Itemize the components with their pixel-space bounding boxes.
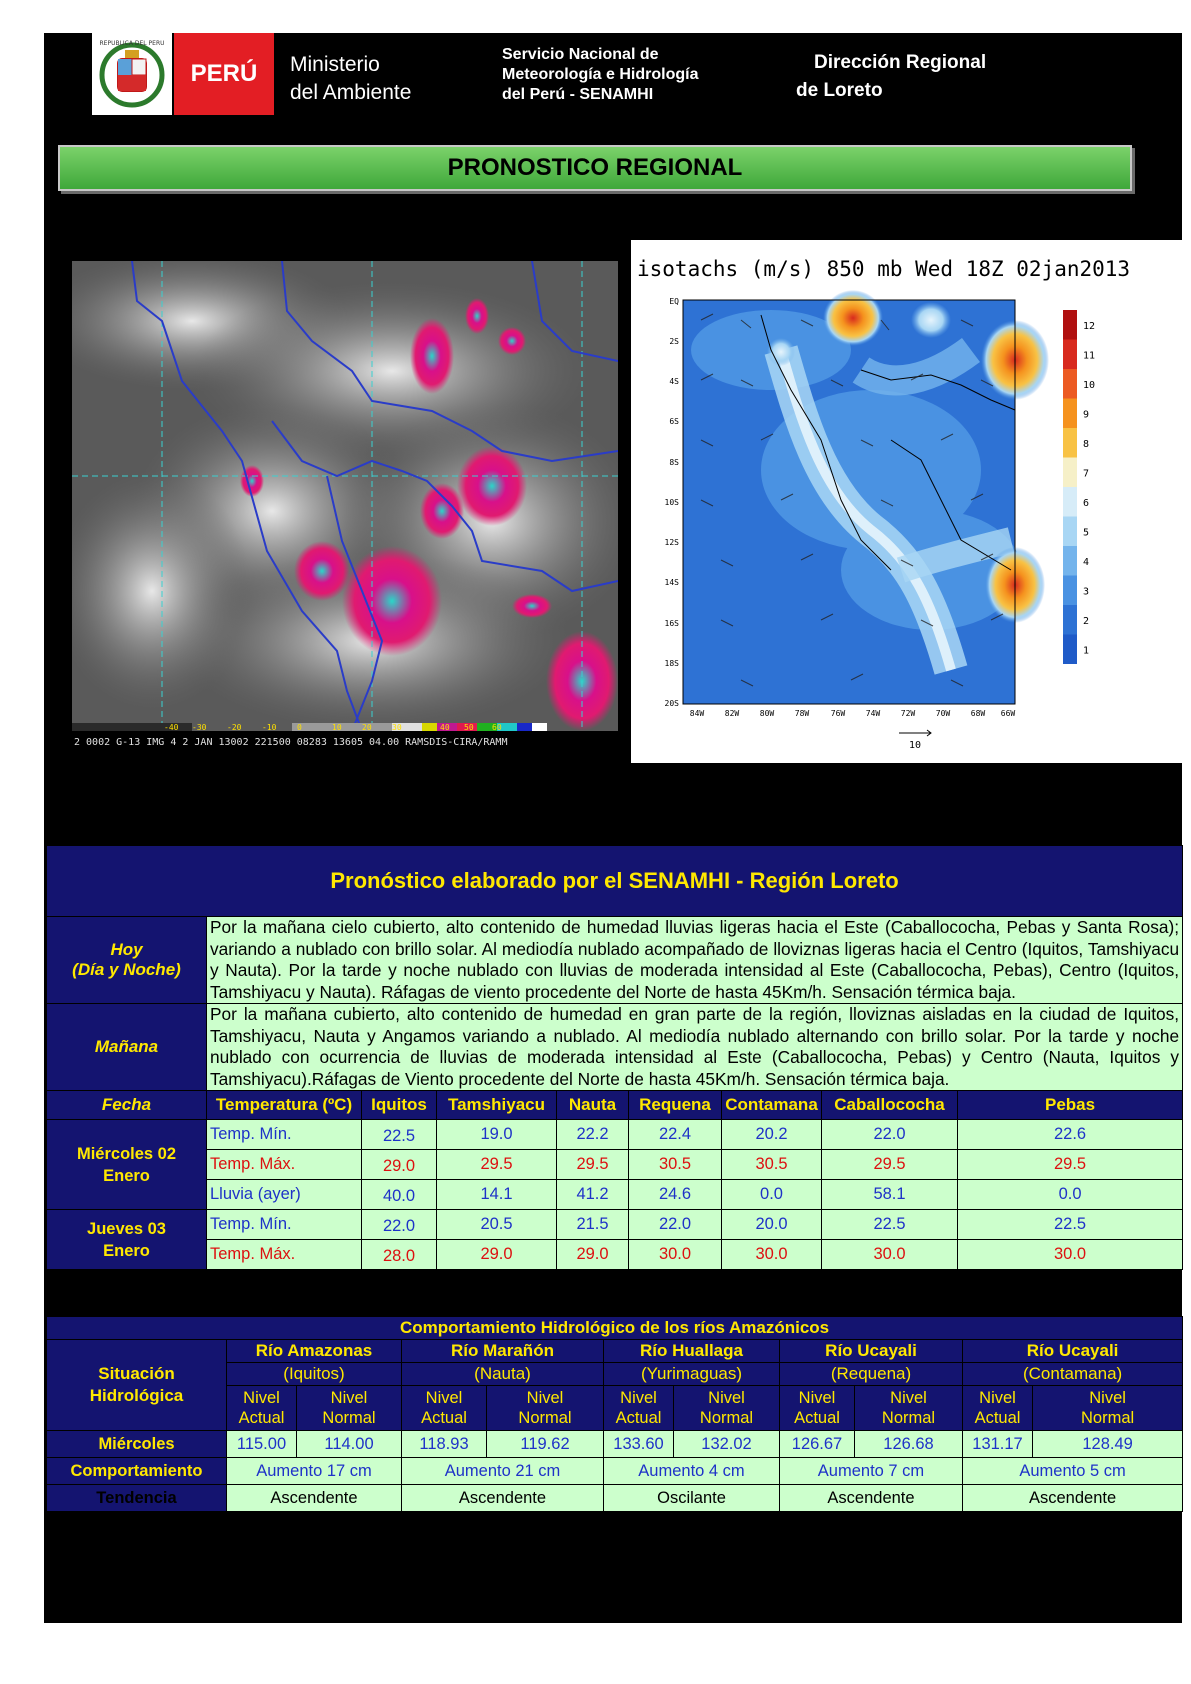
temp-value: 29.5	[437, 1150, 557, 1180]
nivel-actual-header: Nivel Actual	[604, 1386, 674, 1431]
nivel-actual-value: 126.67	[780, 1431, 855, 1458]
nivel-normal-value: 114.00	[297, 1431, 402, 1458]
lat-label: EQ	[669, 297, 679, 306]
peru-badge: PERÚ	[174, 33, 274, 115]
hydro-title: Comportamiento Hidrológico de los ríos Amazónicos	[47, 1317, 1183, 1340]
comportamiento-value: Aumento 21 cm	[402, 1458, 604, 1485]
situacion-label: Situación Hidrológica	[47, 1340, 227, 1431]
comportamiento-value: Aumento 5 cm	[963, 1458, 1183, 1485]
hoy-text: Por la mañana cielo cubierto, alto contenido de humedad lluvias ligeras hacia el Este (Caballococha, Pebas y Santa Rosa); variando a nublado con brillo solar. Al mediodía nublado acompañado de lloviznas ligeras hacia el Centro (Iquitos, Tamshiyacu y Nauta). Por la tarde y noche nublado con lluvias de moderada intensidad al Este (Caballococha, Pebas), Centro (Iquitos, Tamshiyacu y Nauta). Ráfagas de viento procedente del Norte de hasta 45Km/h. Sensación térmica baja.	[207, 917, 1183, 1004]
river-place: (Requena)	[780, 1363, 963, 1386]
tendencia-label: Tendencia	[47, 1485, 227, 1512]
nivel-actual-header: Nivel Actual	[227, 1386, 297, 1431]
sat-scale-label: 0	[297, 723, 302, 732]
river-place: (Iquitos)	[227, 1363, 402, 1386]
nivel-normal-header: Nivel Normal	[674, 1386, 780, 1431]
legend-label: 4	[1083, 556, 1090, 568]
temp-value: 30.0	[722, 1240, 822, 1270]
lat-label: 2S	[669, 337, 679, 346]
comportamiento-value: Aumento 7 cm	[780, 1458, 963, 1485]
river-name: Río Ucayali	[963, 1340, 1183, 1363]
lon-label: 76W	[830, 709, 846, 718]
temp-value: 19.0	[437, 1120, 557, 1150]
temp-value: 30.5	[629, 1150, 722, 1180]
temp-value: 29.0	[437, 1240, 557, 1270]
temp-header: Temperatura (ºC)	[207, 1091, 362, 1120]
legend-label: 9	[1083, 409, 1090, 421]
temp-value: 28.0	[362, 1240, 437, 1270]
legend-label: 1	[1083, 645, 1090, 657]
nivel-actual-header: Nivel Actual	[963, 1386, 1033, 1431]
manana-text: Por la mañana cubierto, alto contenido de humedad en gran parte de la región, lloviznas aisladas en la ciudad de Iquitos, Tamshiyacu, Nauta y Angamos variando a nublado. Al mediodía nublado alternando con brillo solar. Por la tarde y noche nublado con ocurrencia de lluvias de moderada intensidad al Este (Caballococha, Pebas) y Centro (Nauta, Iquitos y Tamshiyacu).Ráfagas de Viento procedente del Norte de hasta 45Km/h. Sensación térmica baja.	[207, 1004, 1183, 1091]
legend-swatch	[1063, 399, 1077, 429]
nivel-normal-value: 128.49	[1033, 1431, 1183, 1458]
manana-label: Mañana	[47, 1004, 207, 1091]
legend-swatch	[1063, 340, 1077, 370]
legend-label: 11	[1083, 350, 1096, 362]
nivel-actual-header: Nivel Actual	[780, 1386, 855, 1431]
hoy-label: Hoy (Día y Noche)	[47, 917, 207, 1004]
forecast-title: Pronóstico elaborado por el SENAMHI - Región Loreto	[47, 846, 1183, 917]
nivel-normal-header: Nivel Normal	[1033, 1386, 1183, 1431]
sat-caption: 2 0002 G-13 IMG 4 2 JAN 13002 221500 08283 13605 04.00 RAMSDIS-CIRA/RAMM	[74, 737, 508, 748]
ministerio-label: Ministerio del Ambiente	[290, 53, 412, 104]
comportamiento-value: Aumento 17 cm	[227, 1458, 402, 1485]
temp-value: 40.0	[362, 1180, 437, 1210]
tendencia-value: Ascendente	[963, 1485, 1183, 1512]
legend-label: 7	[1083, 468, 1090, 480]
legend-swatch	[1063, 369, 1077, 399]
hydrology-table	[46, 1316, 1183, 1512]
temp-value: 20.2	[722, 1120, 822, 1150]
sat-scale-label: 60	[492, 723, 502, 732]
temp-value: 22.4	[629, 1120, 722, 1150]
temp-value: 22.0	[629, 1210, 722, 1240]
temp-value: 0.0	[722, 1180, 822, 1210]
legend-label: 5	[1083, 527, 1090, 539]
city-header: Pebas	[958, 1091, 1183, 1120]
legend-swatch	[1063, 487, 1077, 517]
nivel-normal-header: Nivel Normal	[855, 1386, 963, 1431]
senamhi-label: Servicio Nacional de Meteorología e Hidrología del Perú - SENAMHI	[502, 46, 699, 103]
sat-scale-label: -20	[227, 723, 242, 732]
river-place: (Yurimaguas)	[604, 1363, 780, 1386]
nivel-normal-value: 126.68	[855, 1431, 963, 1458]
legend-label: 3	[1083, 586, 1090, 598]
nivel-actual-value: 133.60	[604, 1431, 674, 1458]
page	[44, 33, 1182, 1623]
coat-of-arms-logo	[92, 33, 172, 115]
temp-value: 14.1	[437, 1180, 557, 1210]
sat-scale-label: 30	[392, 723, 402, 732]
sat-scale-label: 20	[362, 723, 372, 732]
temp-value: 29.0	[362, 1150, 437, 1180]
river-name: Río Huallaga	[604, 1340, 780, 1363]
lat-label: 14S	[664, 578, 679, 587]
sat-scale-label: -40	[164, 723, 179, 732]
lon-label: 84W	[689, 709, 705, 718]
temp-value: 30.0	[958, 1240, 1183, 1270]
satellite-image	[72, 261, 618, 749]
temp-value: 24.6	[629, 1180, 722, 1210]
river-place: (Nauta)	[402, 1363, 604, 1386]
svg-text:REPUBLICA DEL PERU: REPUBLICA DEL PERU	[99, 40, 165, 47]
isotach-map	[631, 240, 1182, 763]
city-header: Requena	[629, 1091, 722, 1120]
city-header: Contamana	[722, 1091, 822, 1120]
temp-value: 30.0	[629, 1240, 722, 1270]
nivel-normal-header: Nivel Normal	[297, 1386, 402, 1431]
temp-value: 20.0	[722, 1210, 822, 1240]
sat-scale-label: -10	[262, 723, 277, 732]
lon-label: 66W	[1000, 709, 1016, 718]
city-header: Nauta	[557, 1091, 629, 1120]
legend-swatch	[1063, 458, 1077, 488]
comportamiento-value: Aumento 4 cm	[604, 1458, 780, 1485]
tendencia-value: Ascendente	[227, 1485, 402, 1512]
temp-value: 30.0	[822, 1240, 958, 1270]
isotach-title: isotachs (m/s) 850 mb Wed 18Z 02jan2013	[637, 257, 1131, 281]
temp-value: 21.5	[557, 1210, 629, 1240]
river-name: Río Marañón	[402, 1340, 604, 1363]
lat-label: 6S	[669, 417, 679, 426]
temp-value: 22.2	[557, 1120, 629, 1150]
lat-label: 20S	[664, 699, 679, 708]
temp-value: 0.0	[958, 1180, 1183, 1210]
temp-value: 22.6	[958, 1120, 1183, 1150]
date-cell: Jueves 03 Enero	[47, 1210, 207, 1270]
nivel-normal-value: 119.62	[487, 1431, 604, 1458]
isotach-legend	[1063, 310, 1095, 664]
direccion-label: Dirección Regional de Loreto	[796, 52, 987, 101]
lat-label: 12S	[664, 538, 679, 547]
nivel-normal-value: 132.02	[674, 1431, 780, 1458]
city-header: Tamshiyacu	[437, 1091, 557, 1120]
legend-label: 12	[1083, 320, 1096, 332]
city-header: Iquitos	[362, 1091, 437, 1120]
row-label: Temp. Mín.	[207, 1210, 362, 1240]
lon-label: 80W	[759, 709, 775, 718]
river-place: (Contamana)	[963, 1363, 1183, 1386]
forecast-table	[46, 845, 1183, 1270]
lon-label: 72W	[900, 709, 916, 718]
row-label: Lluvia (ayer)	[207, 1180, 362, 1210]
legend-swatch	[1063, 517, 1077, 547]
tendencia-value: Ascendente	[402, 1485, 604, 1512]
lon-label: 78W	[794, 709, 810, 718]
page-title: PRONOSTICO REGIONAL	[58, 145, 1132, 191]
lon-label: 74W	[865, 709, 881, 718]
temp-value: 29.0	[557, 1240, 629, 1270]
nivel-normal-header: Nivel Normal	[487, 1386, 604, 1431]
city-header: Caballococha	[822, 1091, 958, 1120]
legend-label: 10	[1083, 379, 1096, 391]
sat-scale-label: 50	[464, 723, 474, 732]
sat-scale-label: 40	[440, 723, 450, 732]
temp-value: 58.1	[822, 1180, 958, 1210]
tendencia-value: Ascendente	[780, 1485, 963, 1512]
temp-value: 29.5	[557, 1150, 629, 1180]
lat-label: 4S	[669, 377, 679, 386]
legend-swatch	[1063, 576, 1077, 606]
tendencia-value: Oscilante	[604, 1485, 780, 1512]
row-label: Temp. Máx.	[207, 1240, 362, 1270]
temp-value: 22.5	[958, 1210, 1183, 1240]
date-cell: Miércoles 02 Enero	[47, 1120, 207, 1210]
lat-label: 18S	[664, 659, 679, 668]
nivel-actual-value: 115.00	[227, 1431, 297, 1458]
river-name: Río Ucayali	[780, 1340, 963, 1363]
temp-value: 22.5	[822, 1210, 958, 1240]
river-name: Río Amazonas	[227, 1340, 402, 1363]
comportamiento-label: Comportamiento	[47, 1458, 227, 1485]
nivel-actual-value: 118.93	[402, 1431, 487, 1458]
sat-scale-label: 10	[332, 723, 342, 732]
temp-value: 29.5	[822, 1150, 958, 1180]
legend-swatch	[1063, 605, 1077, 635]
legend-swatch	[1063, 635, 1077, 665]
nivel-actual-header: Nivel Actual	[402, 1386, 487, 1431]
legend-swatch	[1063, 546, 1077, 576]
lat-label: 10S	[664, 498, 679, 507]
lon-label: 70W	[935, 709, 951, 718]
miercoles-label: Miércoles	[47, 1431, 227, 1458]
nivel-actual-value: 131.17	[963, 1431, 1033, 1458]
temp-value: 22.0	[362, 1210, 437, 1240]
legend-label: 8	[1083, 438, 1090, 450]
temp-value: 41.2	[557, 1180, 629, 1210]
lon-label: 68W	[970, 709, 986, 718]
legend-swatch	[1063, 310, 1077, 340]
lon-label: 82W	[724, 709, 740, 718]
temp-value: 30.5	[722, 1150, 822, 1180]
lat-label: 16S	[664, 619, 679, 628]
temp-value: 22.5	[362, 1120, 437, 1150]
row-label: Temp. Mín.	[207, 1120, 362, 1150]
temp-value: 20.5	[437, 1210, 557, 1240]
legend-swatch	[1063, 428, 1077, 458]
sat-scale-label: -30	[192, 723, 207, 732]
row-label: Temp. Máx.	[207, 1150, 362, 1180]
lat-label: 8S	[669, 458, 679, 467]
temp-value: 22.0	[822, 1120, 958, 1150]
legend-label: 6	[1083, 497, 1090, 509]
temp-value: 29.5	[958, 1150, 1183, 1180]
fecha-header: Fecha	[47, 1091, 207, 1120]
vector-scale-label: 10	[908, 740, 922, 751]
legend-label: 2	[1083, 615, 1090, 627]
